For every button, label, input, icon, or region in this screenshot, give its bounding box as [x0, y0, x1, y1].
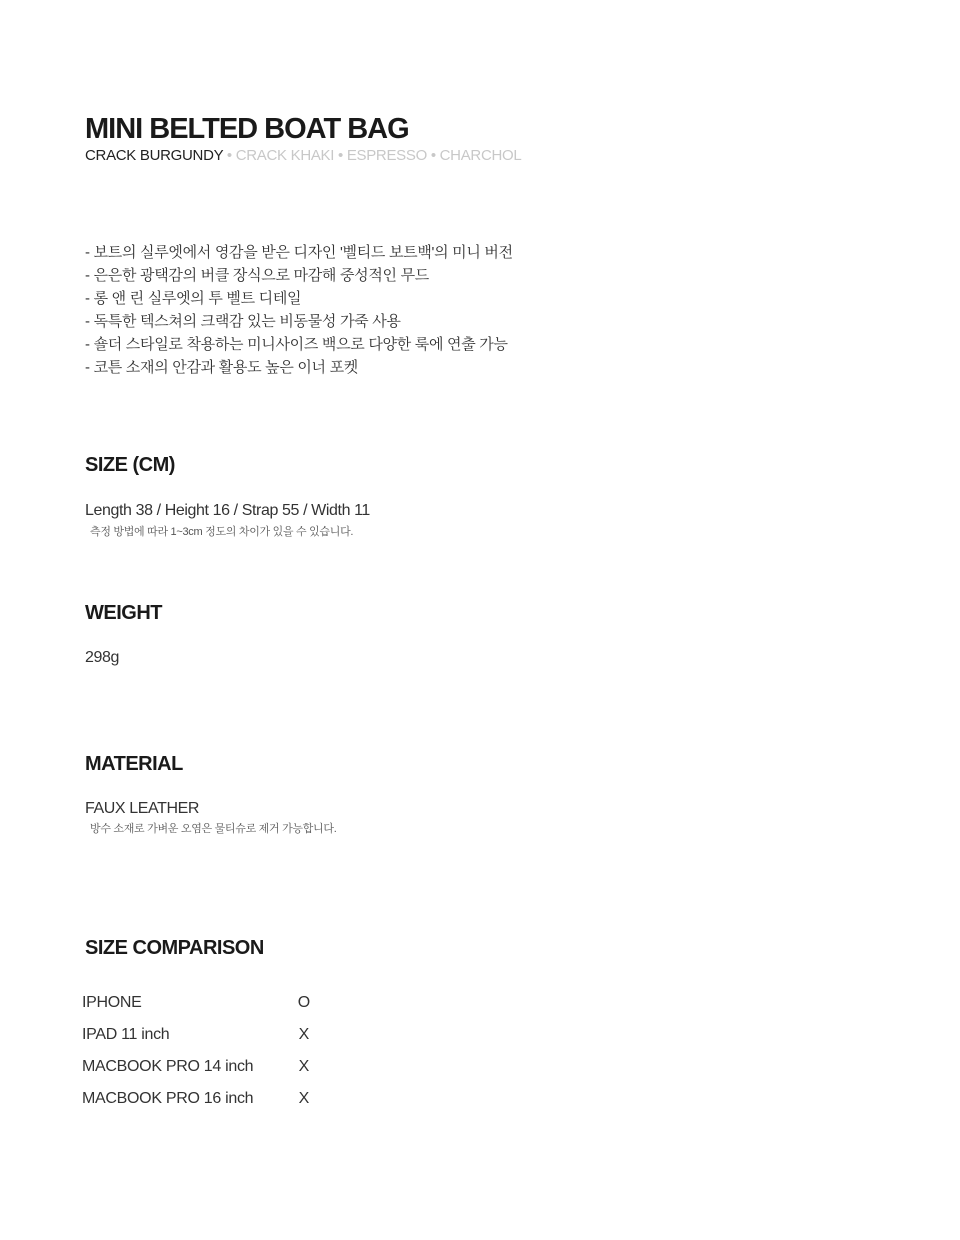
comparison-fit: O [297, 994, 311, 1011]
comparison-row [82, 991, 342, 1023]
material-heading: MATERIAL [85, 753, 183, 775]
size-heading: SIZE (CM) [85, 454, 175, 476]
description-item: - 코튼 소재의 안감과 활용도 높은 이너 포켓 [85, 359, 358, 376]
description-item: - 독특한 텍스쳐의 크랙감 있는 비동물성 가죽 사용 [85, 313, 401, 330]
material-value: FAUX LEATHER [85, 800, 200, 817]
description-item: - 롱 앤 린 실루엣의 투 벨트 디테일 [85, 290, 302, 307]
color-options [85, 146, 521, 166]
comparison-row [82, 1055, 342, 1087]
weight-value: 298g [85, 649, 119, 666]
description-list [85, 241, 513, 379]
description-item: - 은은한 광택감의 버클 장식으로 마감해 중성적인 무드 [85, 267, 429, 284]
product-title: MINI BELTED BOAT BAG [85, 113, 409, 145]
color-option[interactable]: CHARCHOL [439, 147, 522, 164]
comparison-device: IPHONE [82, 994, 142, 1011]
size-note: 측정 방법에 따라 1~3cm 정도의 차이가 있을 수 있습니다. [90, 526, 354, 538]
description-item: - 숄더 스타일로 착용하는 미니사이즈 백으로 다양한 룩에 연출 가능 [85, 336, 508, 353]
comparison-fit: X [298, 1090, 310, 1107]
comparison-heading: SIZE COMPARISON [85, 937, 264, 959]
material-note: 방수 소재로 가벼운 오염은 물티슈로 제거 가능합니다. [90, 823, 337, 835]
comparison-device: MACBOOK PRO 14 inch [82, 1058, 254, 1075]
comparison-fit: X [298, 1058, 310, 1075]
comparison-row [82, 1087, 342, 1119]
comparison-fit: X [298, 1026, 310, 1043]
color-separator: • [223, 147, 236, 164]
size-comparison-table [82, 991, 342, 1119]
color-option[interactable]: CRACK KHAKI [235, 147, 335, 164]
weight-heading: WEIGHT [85, 602, 162, 624]
color-option[interactable]: ESPRESSO [346, 147, 427, 164]
color-separator: • [426, 147, 440, 164]
size-value: Length 38 / Height 16 / Strap 55 / Width 11 [85, 502, 370, 519]
comparison-device: IPAD 11 inch [82, 1026, 170, 1043]
color-option-active[interactable]: CRACK BURGUNDY [85, 147, 224, 164]
comparison-device: MACBOOK PRO 16 inch [82, 1090, 254, 1107]
color-separator: • [334, 147, 347, 164]
description-item: - 보트의 실루엣에서 영감을 받은 디자인 '벨티드 보트백'의 미니 버전 [85, 244, 513, 261]
comparison-row [82, 1023, 342, 1055]
